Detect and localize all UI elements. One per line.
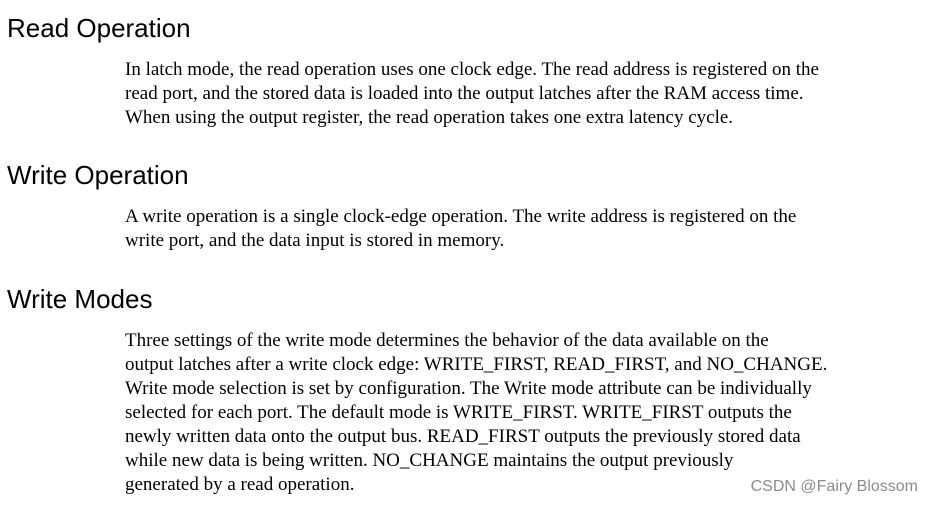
text-line: generated by a read operation.: [125, 474, 355, 495]
paragraph-read-operation: [125, 58, 925, 130]
paragraph-write-operation: [125, 205, 925, 253]
heading-read-operation: Read Operation: [7, 13, 191, 43]
text-line: newly written data onto the output bus. READ_FIRST outputs the previously stored data: [125, 426, 801, 447]
text-line: Three settings of the write mode determines the behavior of the data available on the: [125, 330, 769, 351]
text-line: selected for each port. The default mode is WRITE_FIRST. WRITE_FIRST outputs the: [125, 402, 792, 423]
text-line: In latch mode, the read operation uses one clock edge. The read address is registered on the: [125, 59, 819, 80]
text-line: When using the output register, the read operation takes one extra latency cycle.: [125, 107, 734, 128]
watermark: CSDN @Fairy Blossom: [750, 478, 918, 495]
text-line: output latches after a write clock edge: WRITE_FIRST, READ_FIRST, and NO_CHANGE.: [125, 354, 828, 375]
text-line: write port, and the data input is stored in memory.: [125, 230, 505, 251]
text-line: Write mode selection is set by configuration. The Write mode attribute can be individually: [125, 378, 812, 399]
text-line: read port, and the stored data is loaded into the output latches after the RAM access time.: [125, 83, 804, 104]
heading-write-modes: Write Modes: [7, 284, 153, 314]
heading-write-operation: Write Operation: [7, 160, 189, 190]
paragraph-write-modes: [125, 329, 925, 497]
text-line: while new data is being written. NO_CHANGE maintains the output previously: [125, 450, 734, 471]
text-line: A write operation is a single clock-edge operation. The write address is registered on the: [125, 206, 797, 227]
